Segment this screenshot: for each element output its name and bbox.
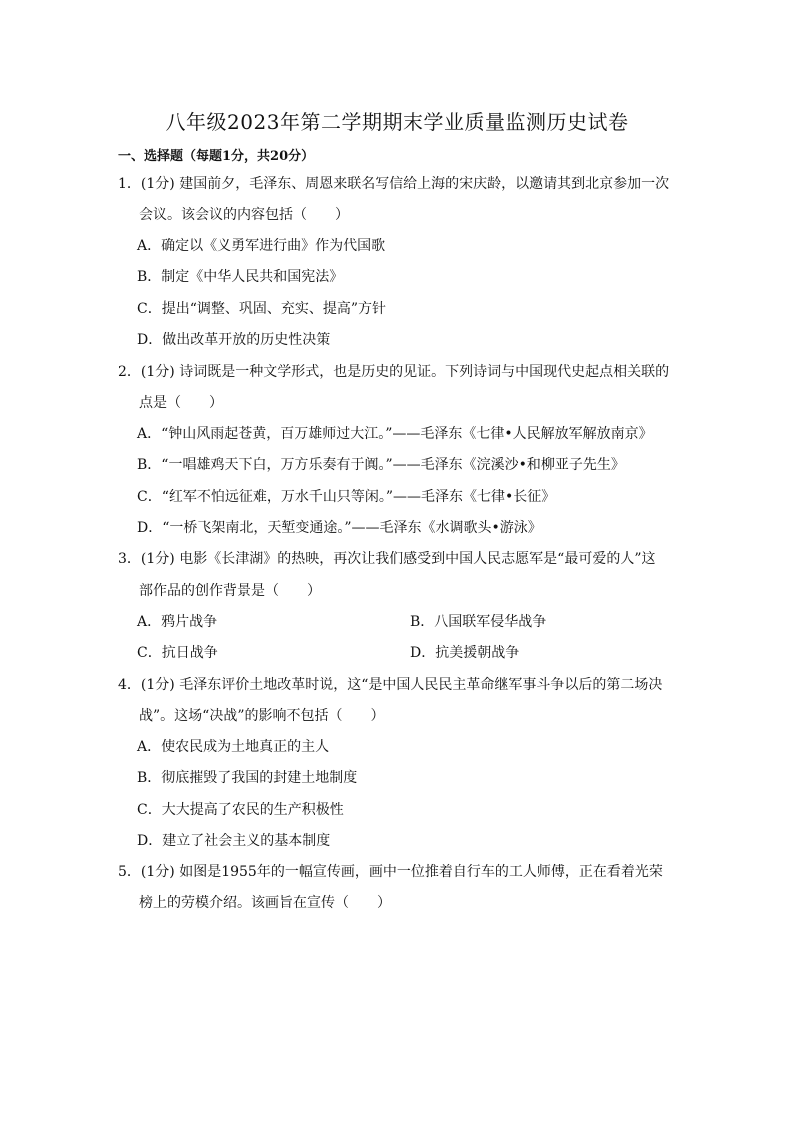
question-4-option-c: C．大大提高了农民的生产积极性 xyxy=(137,802,344,818)
question-2-option-a: A．“钟山风雨起苍黄，百万雄师过大江。”——毛泽东《七律•人民解放军解放南京》 xyxy=(137,426,653,442)
question-3-option-b: B．八国联军侵华战争 xyxy=(410,614,547,630)
question-1-option-c: C．提出“调整、巩固、充实、提高”方针 xyxy=(137,301,387,317)
question-1-text: 1．(1分) 建国前夕，毛泽东、周恩来联名写信给上海的宋庆龄，以邀请其到北京参加一次 xyxy=(118,176,670,192)
question-3-text-cont: 部作品的创作背景是（ ） xyxy=(139,583,321,599)
question-3-option-a: A．鸦片战争 xyxy=(137,614,218,630)
question-4-text-cont: 战”。这场“决战”的影响不包括（ ） xyxy=(139,708,385,724)
question-3-option-c: C．抗日战争 xyxy=(137,645,218,661)
question-3-option-d: D．抗美援朝战争 xyxy=(410,645,520,661)
question-4-option-a: A．使农民成为土地真正的主人 xyxy=(137,739,330,755)
question-4-option-b: B．彻底摧毁了我国的封建土地制度 xyxy=(137,770,358,786)
question-5-text-cont: 榜上的劳模介绍。该画旨在宣传（ ） xyxy=(139,895,391,911)
question-2-option-c: C．“红军不怕远征难，万水千山只等闲。”——毛泽东《七律•长征》 xyxy=(137,489,556,505)
question-2-text-cont: 点是（ ） xyxy=(139,395,223,411)
exam-title: 八年级2023年第二学期期末学业质量监测历史试卷 xyxy=(165,110,629,134)
question-1-option-b: B．制定《中华人民共和国宪法》 xyxy=(137,269,344,285)
question-5-text: 5．(1分) 如图是1955年的一幅宣传画，画中一位推着自行车的工人师傅，正在看着光荣 xyxy=(118,864,663,880)
question-1-text-cont: 会议。该会议的内容包括（ ） xyxy=(139,207,349,223)
question-1-option-d: D．做出改革开放的历史性决策 xyxy=(137,332,331,348)
question-4-text: 4．(1分) 毛泽东评价土地改革时说，这“是中国人民民主革命继军事斗争以后的第二场决 xyxy=(118,677,663,693)
question-2-option-b: B．“一唱雄鸡天下白，万方乐奏有于阗。”——毛泽东《浣溪沙•和柳亚子先生》 xyxy=(137,457,625,473)
question-2-option-d: D．“一桥飞架南北，天堑变通途。”——毛泽东《水调歌头•游泳》 xyxy=(137,520,542,536)
section-heading: 一、选择题（每题1分，共20分） xyxy=(118,149,315,164)
question-3-text: 3．(1分) 电影《长津湖》的热映，再次让我们感受到中国人民志愿军是“最可爱的人”这 xyxy=(118,551,656,567)
question-4-option-d: D．建立了社会主义的基本制度 xyxy=(137,833,331,849)
question-2-text: 2．(1分) 诗词既是一种文学形式，也是历史的见证。下列诗词与中国现代史起点相关联的 xyxy=(118,364,670,380)
question-1-option-a: A．确定以《义勇军进行曲》作为代国歌 xyxy=(137,238,386,254)
